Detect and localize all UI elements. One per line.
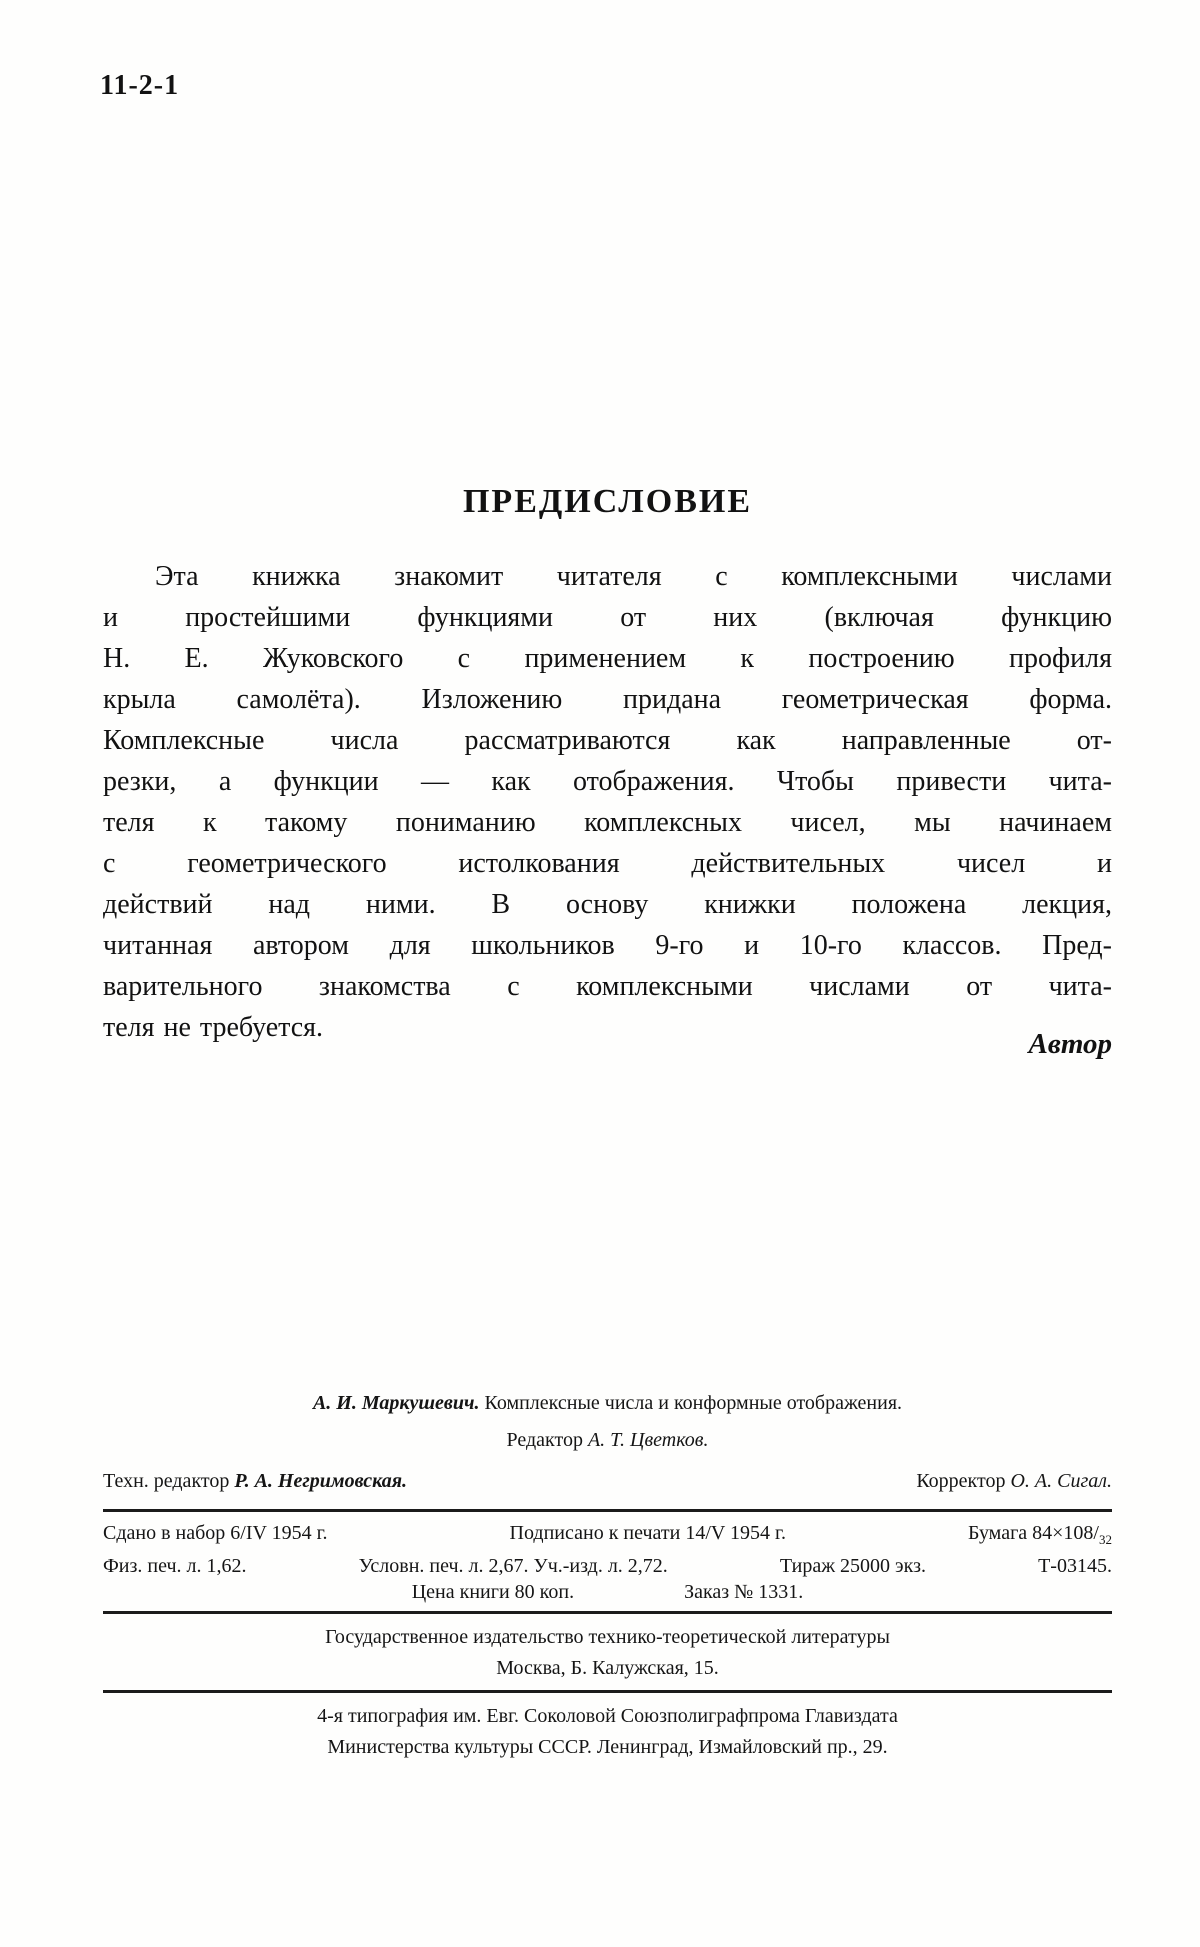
- preface-line: и простейшими функциями от них (включая функцию: [103, 602, 1112, 633]
- editor-label: Редактор: [506, 1429, 583, 1451]
- printer-block: [103, 1701, 1112, 1763]
- colophon: [103, 1392, 1112, 1763]
- imprint-print-run: Тираж 25000 экз.: [779, 1555, 926, 1577]
- imprint-conv-sheets-text: Условн. печ. л. 2,67.: [358, 1555, 529, 1577]
- imprint-phys-sheets: Физ. печ. л. 1,62.: [103, 1555, 247, 1577]
- printer-address: Министерства культуры СССР. Ленинград, Измайловский пр., 29.: [327, 1736, 888, 1758]
- preface-line: Эта книжка знакомит читателя с комплексными числами: [155, 561, 1112, 592]
- imprint-row-sheets: [103, 1553, 1112, 1579]
- preface-line: варительного знакомства с комплексными числами от чита-: [103, 971, 1112, 1002]
- editor-name: А. Т. Цветков.: [587, 1429, 709, 1451]
- preface-line: теля не требуется.: [103, 1012, 324, 1043]
- divider-rule: [103, 1509, 1112, 1512]
- divider-rule: [103, 1690, 1112, 1693]
- shelf-code: 11-2-1: [100, 70, 180, 101]
- imprint-paper-subscript: 32: [1099, 1532, 1112, 1547]
- imprint-conv-sheets: [359, 1553, 668, 1579]
- preface-line: Н. Е. Жуковского с применением к построению профиля: [103, 643, 1112, 674]
- publisher-address: Москва, Б. Калужская, 15.: [496, 1657, 719, 1679]
- imprint-row-dates: [103, 1520, 1112, 1553]
- preface-paragraph: [103, 556, 1112, 1048]
- publisher-block: [103, 1622, 1112, 1684]
- colophon-staff-row: [103, 1470, 1112, 1493]
- imprint-row-price: [103, 1579, 1112, 1605]
- colophon-book-line: [103, 1392, 1112, 1415]
- imprint-t-code: Т-03145.: [1038, 1555, 1112, 1577]
- author-signature: Автор: [1028, 1028, 1112, 1060]
- imprint-paper-text: Бумага 84×108/: [967, 1522, 1099, 1544]
- colophon-editor-line: [103, 1429, 1112, 1452]
- page-title: ПРЕДИСЛОВИЕ: [462, 483, 753, 520]
- imprint-price: Цена книги 80 коп.: [411, 1581, 575, 1603]
- preface-line: теля к такому пониманию комплексных чисел, мы начинаем: [103, 807, 1112, 838]
- divider-rule: [103, 1611, 1112, 1614]
- preface-line: резки, а функции — как отображения. Чтобы привести чита-: [103, 766, 1112, 797]
- imprint-print-date: Подписано к печати 14/V 1954 г.: [509, 1522, 786, 1544]
- corrector: [916, 1470, 1112, 1493]
- tech-editor-name: Р. А. Негримовская.: [234, 1470, 408, 1492]
- corrector-name: О. А. Сигал.: [1010, 1470, 1112, 1492]
- colophon-book-title: Комплексные числа и конформные отображения.: [484, 1392, 903, 1414]
- tech-editor: [103, 1470, 407, 1493]
- printer-name: 4-я типография им. Евг. Соколовой Союзполиграфпрома Главиздата: [317, 1705, 898, 1727]
- corrector-label: Корректор: [916, 1470, 1006, 1492]
- preface-line: крыла самолёта). Изложению придана геометрическая форма.: [103, 684, 1112, 715]
- preface-line: читанная автором для школьников 9-го и 10-го классов. Пред-: [103, 930, 1112, 961]
- preface-line: действий над ними. В основу книжки положена лекция,: [103, 889, 1112, 920]
- publisher-name: Государственное издательство технико-теоретической литературы: [325, 1626, 890, 1648]
- imprint-acc-sheets-text: Уч.-изд. л. 2,72.: [533, 1555, 668, 1577]
- imprint-typeset-date: Сдано в набор 6/IV 1954 г.: [103, 1522, 328, 1544]
- imprint-order-number: Заказ № 1331.: [684, 1581, 804, 1603]
- preface-line: с геометрического истолкования действительных чисел и: [103, 848, 1112, 879]
- preface-line: Комплексные числа рассматриваются как направленные от-: [103, 725, 1112, 756]
- imprint-paper-format: [968, 1520, 1112, 1553]
- tech-editor-label: Техн. редактор: [103, 1470, 230, 1492]
- colophon-book-author: А. И. Маркушевич.: [312, 1392, 480, 1414]
